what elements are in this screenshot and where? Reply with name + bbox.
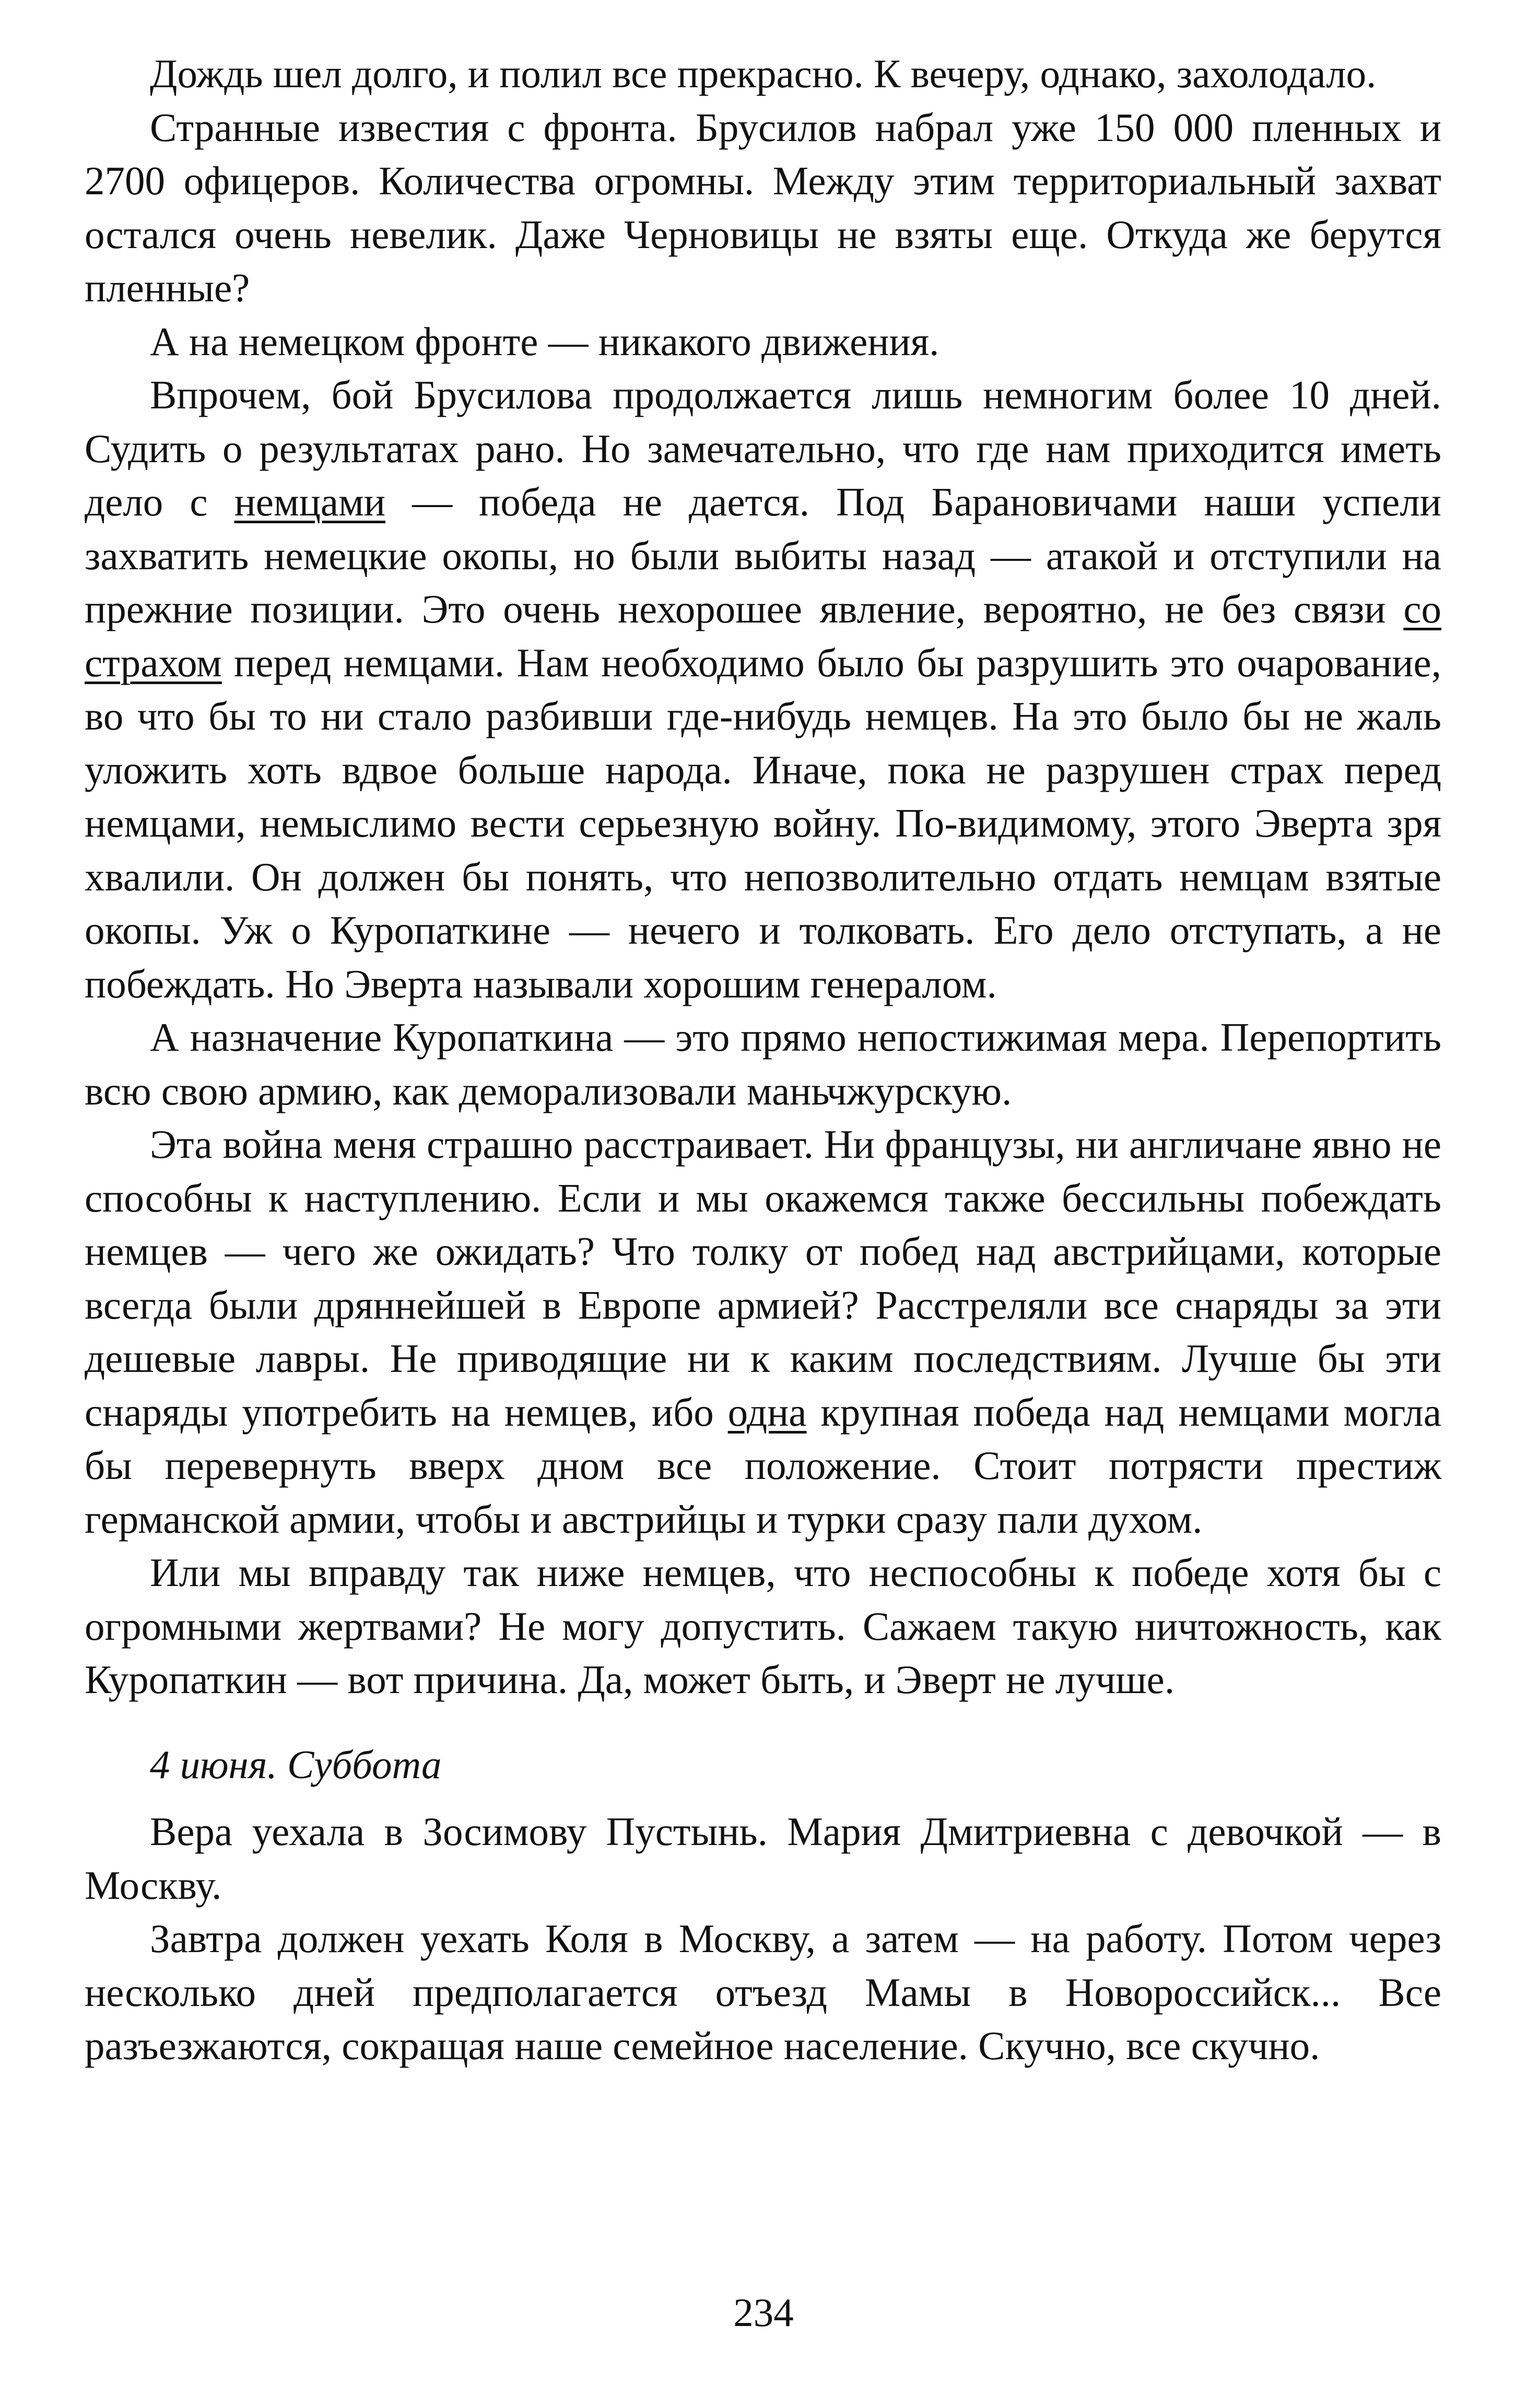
text-segment: крупная победа над немцами могла бы перевернуть вверх дном все положение. Стоит потрясти престиж германской армии, чтобы и австрийцы и турки сразу пали духом. xyxy=(85,1389,1441,1542)
text-segment: перед немцами. Нам необходимо было бы разрушить это очарование, во что бы то ни стало разбивши где-нибудь немцев. На это было бы не жаль уложить хоть вдвое больше народа. Иначе, пока не разрушен страх перед немцами, немыслимо вести серьезную войну. По-видимому, этого Эверта зря хвалили. Он должен бы понять, что непозволительно отдать немцам взятые окопы. Уж о Куропаткине — нечего и толковать. Его дело отступать, а не побеждать. Но Эверта называли хорошим генералом. xyxy=(85,640,1441,1006)
paragraph-p9 xyxy=(85,1912,1441,2073)
text-segment: Вера уехала в Зосимову Пустынь. Мария Дмитриевна с девочкой — в Москву. xyxy=(85,1809,1441,1908)
text-segment: Завтра должен уехать Коля в Москву, а затем — на работу. Потом через несколько дней предполагается отъезд Мамы в Новороссийск... Все разъезжаются, сокращая наше семейное население. Скучно, все скучно. xyxy=(85,1916,1441,2068)
paragraph-p7 xyxy=(85,1546,1441,1707)
paragraph-p2 xyxy=(85,101,1441,315)
text-segment: А на немецком фронте — никакого движения. xyxy=(150,319,939,364)
text-segment: А назначение Куропаткина — это прямо непостижимая мера. Перепортить всю свою армию, как деморализовали маньчжурскую. xyxy=(85,1015,1441,1113)
text-segment: — победа не дается. Под Барановичами наши успели захватить немецкие окопы, но были выбиты назад — атакой и отступили на прежние позиции. Это очень нехорошее явление, вероятно, не без связи xyxy=(85,479,1441,631)
diary-entry-continued xyxy=(85,47,1441,1707)
page-content xyxy=(85,47,1441,2073)
text-segment: Странные известия с фронта. Брусилов набрал уже 150 000 пленных и 2700 офицеров. Количества огромны. Между этим территориальный захват остался очень невелик. Даже Черновицы не взяты еще. Откуда же берутся пленные? xyxy=(85,104,1441,310)
page-number: 234 xyxy=(733,2290,794,2335)
paragraph-p4 xyxy=(85,368,1441,1011)
date-heading: 4 июня. Суббота xyxy=(150,1742,442,1787)
diary-entry-june-4 xyxy=(85,1805,1441,2073)
text-segment: Эта война меня страшно расстраивает. Ни французы, ни англичане явно не способны к наступлению. Если и мы окажемся также бессильны побеждать немцев — чего же ожидать? Что толку от побед над австрийцами, которые всегда были дряннейшей в Европе армией? Расстреляли все снаряды за эти дешевые лавры. Не приводящие ни к каким последствиям. Лучше бы эти снаряды употребить на немцев, ибо xyxy=(85,1122,1441,1435)
underlined-word: немцами xyxy=(234,479,386,524)
paragraph-p3 xyxy=(85,315,1441,369)
underlined-word: со страхом xyxy=(85,586,1441,685)
underlined-word: одна xyxy=(727,1389,807,1435)
text-segment: Или мы вправду так ниже немцев, что неспособны к победе хотя бы с огромными жертвами? Не могу допустить. Сажаем такую ничтожность, как Куропаткин — вот причина. Да, может быть, и Эверт не лучше. xyxy=(85,1550,1441,1702)
text-segment: Впрочем, бой Брусилова продолжается лишь немногим более 10 дней. Судить о результатах рано. Но замечательно, что где нам приходится иметь дело с xyxy=(85,372,1441,524)
paragraph-p1 xyxy=(85,47,1441,101)
paragraph-p6 xyxy=(85,1118,1441,1546)
text-segment: Дождь шел долго, и полил все прекрасно. К вечеру, однако, захолодало. xyxy=(150,51,1377,96)
paragraph-p5 xyxy=(85,1011,1441,1118)
paragraph-p8 xyxy=(85,1805,1441,1912)
